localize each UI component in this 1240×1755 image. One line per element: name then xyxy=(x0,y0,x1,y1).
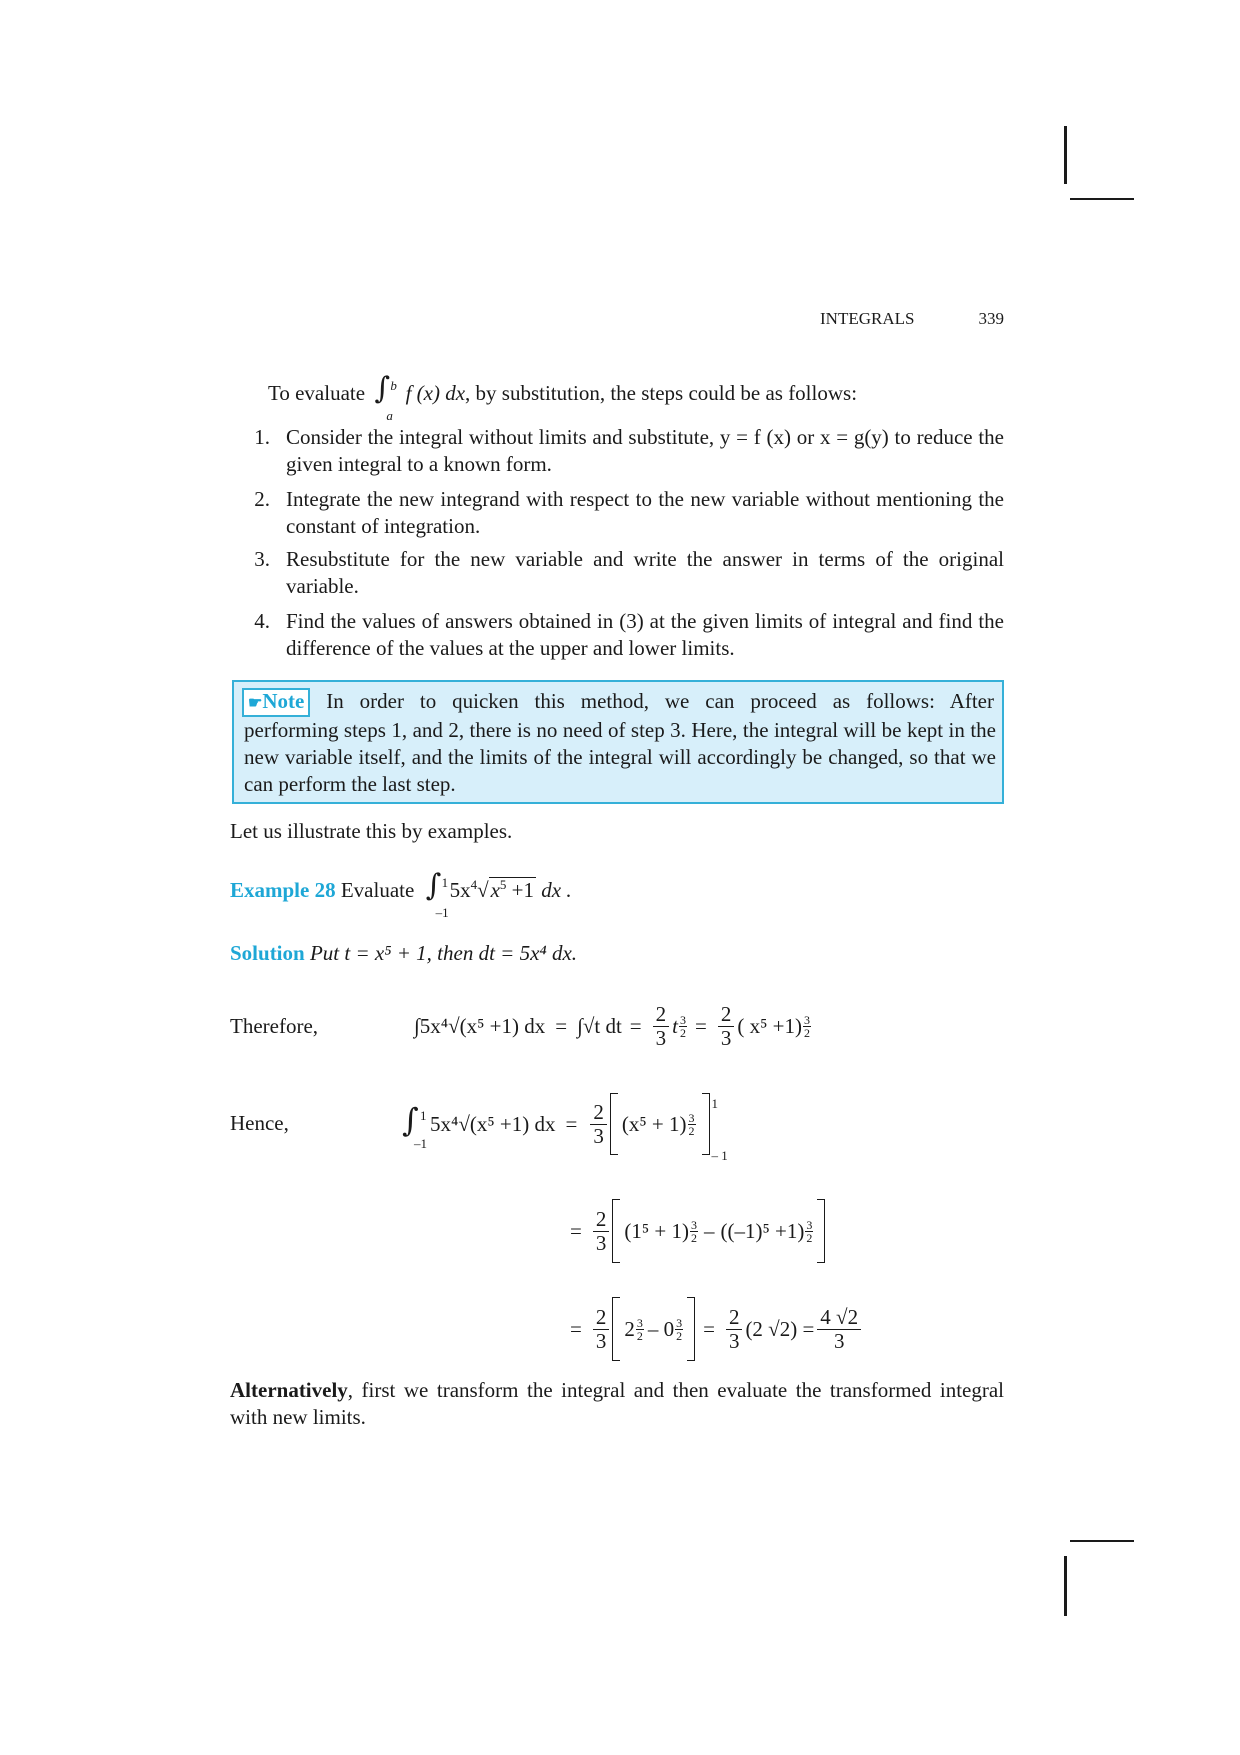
crop-mark-bottom-horizontal xyxy=(1070,1540,1134,1542)
step3-frac2: $\frac{2}{3}$ xyxy=(726,1306,743,1353)
therefore-lhs: ∫5x⁴√(x⁵ +1) dx xyxy=(414,1013,546,1038)
evaluation-step-3 xyxy=(570,1294,864,1364)
hence-inner: (x⁵ + 1) xyxy=(621,1111,687,1136)
note-box xyxy=(232,680,1004,804)
intro-after: , by substitution, the steps could be as follows: xyxy=(465,381,858,405)
solution-text: Put t = x⁵ + 1, then dt = 5x⁴ dx. xyxy=(309,941,578,965)
step-number-3: 3. xyxy=(254,547,270,571)
step3-eq: = xyxy=(570,1316,582,1341)
note-line1: In order to quicken this method, we can proceed as follows: After xyxy=(326,689,994,713)
therefore-label: Therefore, xyxy=(230,1014,319,1038)
lower-limit: a xyxy=(386,407,393,423)
step3-exp1: 3 2 xyxy=(636,1315,643,1343)
pointing-hand-icon: ☛ xyxy=(248,695,263,712)
step2-minus: – xyxy=(704,1218,715,1243)
step-number-2: 2. xyxy=(254,487,270,511)
intro-expression: f (x) dx xyxy=(405,381,466,405)
step2-exp1: 3 2 xyxy=(691,1217,697,1245)
hence-limit-upper: 1 xyxy=(711,1096,718,1111)
therefore-exp1: $\frac{3}{2}$ xyxy=(679,1012,686,1040)
step-text-4: Find the values of answers obtained in (3) at the given limits of integral and find the difference of the values at the upper and lower limits. xyxy=(286,609,1004,660)
step-text-3: Resubstitute for the new variable and write the answer in terms of the original variable. xyxy=(286,547,1004,598)
intro-before: To evaluate xyxy=(268,381,366,405)
solution-label: Solution xyxy=(230,941,305,965)
hence-integral-sign: ∫ xyxy=(402,1101,419,1139)
therefore-frac2: $\frac{2}{3}$ xyxy=(718,1003,735,1050)
therefore-exp2: 3 2 xyxy=(803,1012,810,1040)
step3-frac: $\frac{2}{3}$ xyxy=(593,1306,610,1353)
step3-eq2: = xyxy=(703,1316,715,1341)
step2-eq: = xyxy=(570,1218,582,1243)
step3-exp2: 3 2 xyxy=(676,1315,683,1343)
step3-mid: (2 √2) = xyxy=(745,1316,815,1341)
page-number: 339 xyxy=(978,309,1004,328)
hence-right-bracket xyxy=(702,1093,710,1155)
evaluation-step-2 xyxy=(570,1196,825,1266)
step3-base: 2 xyxy=(624,1316,635,1341)
step-number-1: 1. xyxy=(254,425,270,449)
example-radicand: $x^5 +1$ xyxy=(490,877,535,902)
hence-equation xyxy=(400,1086,740,1162)
crop-mark-top-vertical xyxy=(1064,126,1067,184)
therefore-frac1: $\frac{2}{3}$ xyxy=(653,1003,670,1050)
intro-integral-group xyxy=(370,370,400,423)
crop-mark-top-horizontal xyxy=(1070,198,1134,200)
step-text-2: Integrate the new integrand with respect to the new variable without mentioning the constant of integration. xyxy=(286,487,1004,538)
step3-minus: – 0 xyxy=(647,1316,675,1341)
running-header xyxy=(820,308,1004,330)
step-text-1: Consider the integral without limits and substitute, y = f (x) or x = g(y) to reduce the given integral to a known form. xyxy=(286,425,1004,476)
illustrate-text: Let us illustrate this by examples. xyxy=(230,819,513,843)
step3-right-bracket xyxy=(687,1297,695,1361)
step-number-4: 4. xyxy=(254,609,270,633)
therefore-t: t xyxy=(672,1013,678,1038)
alternatively-paragraph xyxy=(230,1377,1004,1431)
header-title: INTEGRALS xyxy=(820,309,915,328)
crop-mark-bottom-vertical xyxy=(1064,1556,1067,1616)
intro-line xyxy=(268,370,1008,423)
therefore-eq2: = xyxy=(629,1013,642,1038)
therefore-eq3: = xyxy=(694,1013,707,1038)
solution-line xyxy=(230,940,577,967)
step2-exp2: 3 2 xyxy=(806,1217,813,1245)
example-dx: dx . xyxy=(536,878,572,902)
example-integral-group xyxy=(420,867,450,920)
note-first-line xyxy=(242,688,994,717)
note-label: ☛Note xyxy=(242,688,310,717)
hence-limits xyxy=(710,1094,740,1163)
hence-limit-lower: – 1 xyxy=(711,1148,728,1163)
hence-eq: = xyxy=(565,1111,578,1136)
alternatively-bold: Alternatively xyxy=(230,1378,348,1402)
step2-part2: ((–1)⁵ +1) xyxy=(720,1218,805,1243)
example-upper-limit: 1 xyxy=(441,874,449,890)
step3-result: $\frac{4 √2}{3}$ xyxy=(817,1306,861,1353)
hence-lhs: 5x⁴√(x⁵ +1) dx xyxy=(430,1111,556,1136)
example-evaluate: Evaluate xyxy=(340,878,415,902)
hence-upper-limit: 1 xyxy=(420,1108,427,1123)
example-label: Example 28 xyxy=(230,878,336,902)
therefore-equation xyxy=(414,996,811,1056)
hence-label: Hence, xyxy=(230,1111,289,1135)
hence-exp: 3 2 xyxy=(688,1110,695,1138)
alternatively-text: , first we transform the integral and then evaluate the transformed integral with new limits. xyxy=(230,1378,1004,1429)
step2-right-bracket xyxy=(817,1199,825,1263)
upper-limit: b xyxy=(390,377,397,393)
therefore-rhs: ( x⁵ +1) xyxy=(737,1013,802,1038)
hence-frac: $\frac{2}{3}$ xyxy=(590,1101,607,1148)
integral-sign: ∫ xyxy=(374,370,390,406)
hence-lower-limit: –1 xyxy=(414,1136,427,1151)
example-coef: $5x^4$ xyxy=(449,877,478,902)
therefore-mid: ∫√t dt xyxy=(577,1013,622,1038)
note-body: performing steps 1, and 2, there is no need of step 3. Here, the integral will be kept in the new variable itself, and the limits of the integral will accordingly be changed, so that we can perform the last step. xyxy=(244,718,996,796)
example-lower-limit: –1 xyxy=(435,904,449,920)
therefore-eq1: = xyxy=(555,1013,568,1038)
example-integral-sign: ∫ xyxy=(425,867,442,903)
hence-left-bracket xyxy=(610,1093,618,1155)
hence-integral-group xyxy=(400,1101,430,1151)
step2-frac: $\frac{2}{3}$ xyxy=(593,1208,610,1255)
step2-part1: (1⁵ + 1) xyxy=(624,1218,689,1243)
step3-left-bracket xyxy=(612,1297,620,1361)
step2-left-bracket xyxy=(612,1199,620,1263)
example-radical-sign: √ xyxy=(477,878,489,902)
example-28 xyxy=(230,867,572,920)
